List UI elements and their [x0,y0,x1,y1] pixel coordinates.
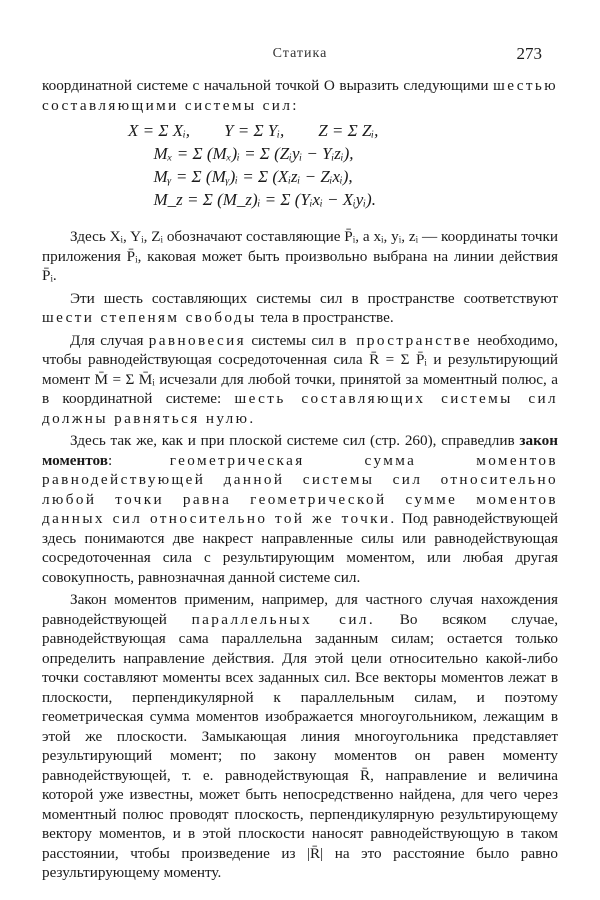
paragraph-degrees-of-freedom [42,289,558,328]
page-body [42,76,558,883]
page-header [0,44,600,68]
p3-text-c: необходимо, чтобы равнодействующая сосредоточенная сила R̄ = Σ P̄ᵢ и результирующий момент M̄ = Σ M̄ᵢ исчезали для любой точки, принятой за моментный полюс, а в координатной системе: [42,331,558,407]
intro-line-2: шестью составляющими системы сил: [42,77,558,114]
running-title: Статика [272,46,328,61]
p4-spaced: геометрическая сумма моментов равнодействующей данной системы сил относительно любой точки равна геометрической сумме моментов данных сил относительно той же точки. [42,451,558,527]
p2-spaced: шести степеням свободы [42,309,257,326]
p4-text-a: Здесь так же, как и при плоской системе сил (стр. 260), справедлив [70,432,520,449]
paragraph-equilibrium [42,331,558,429]
p2-text-a: Эти шесть составляющих системы сил в пространстве соответствуют [70,289,558,307]
page-number: 273 [516,44,542,63]
p4-text-b: : [107,451,170,469]
p3-text-a: Для случая [70,331,149,349]
formula-line: M_z = Σ (M_z)ᵢ = Σ (Yᵢxᵢ − Xᵢyᵢ). [128,190,376,209]
p2-text-b: тела в пространстве. [256,309,394,326]
formula-line: Mₓ = Σ (Mₓ)ᵢ = Σ (Zᵢyᵢ − Yᵢzᵢ), [128,144,354,163]
formula-line: X = Σ Xᵢ, Y = Σ Yᵢ, Z = Σ Zᵢ, [128,121,379,140]
p5-spaced: параллельных сил. [191,610,376,628]
p3-spaced-3: шесть составляющих системы сил должны равняться нулю. [42,390,559,427]
law-of-moments-term: закон моментов [42,432,558,469]
p5-text-a: Закон моментов применим, например, для частного случая нахождения равнодействующей [42,591,558,628]
formula-block [42,119,558,211]
paragraph-parallel-forces [42,590,558,883]
p3-spaced-2: в пространстве [339,331,473,349]
p4-text-c: Под равнодействующей здесь понимаются две накрест направленные силы или равнодействующая сосредоточенная сила с результирующим моментом, или любая другая совокупность, равнозначная данной системе сил. [42,510,558,586]
intro-text [42,76,558,115]
p3-text-b: системы сил [246,331,340,349]
paragraph-law-of-moments [42,431,558,587]
formula-line: Mᵧ = Σ (Mᵧ)ᵢ = Σ (Xᵢzᵢ − Zᵢxᵢ), [128,167,353,186]
paragraph-coordinates: Здесь Xᵢ, Yᵢ, Zᵢ обозначают составляющие P̄ᵢ, а xᵢ, yᵢ, zᵢ — координаты точки приложения P̄ᵢ, каковая может быть произвольно выбрана на линии действия P̄ᵢ. [42,228,558,284]
intro-line-1: координатной системе с начальной точкой O выразить следующими [42,77,489,94]
p3-spaced-1: равновесия [148,331,247,349]
p5-text-b: Во всяком случае, равнодействующая сама параллельна заданным силам; остается только определить направление действия. Для этой цели относительно какой-либо точки составляют моменты всех заданных сил. Все векторы моментов лежат в плоскости, перпендикулярной к параллельным силам, и поэтому геометрическая сумма моментов изображается многоугольником, лежащим в этой же плоскости. Замыкающая линия многоугольника представляет результирующий момент; по закону моментов он равен моменту равнодействующей, т. е. равнодействующая R̄, направление и величина которой уже известны, может быть непосредственно найдена, для чего через моментный полюс проводят плоскость, перпендикулярную результирующему вектору моментов, и в этой плоскости наносят равнодействующую в таком расстоянии, чтобы произведение из |R̄| на это расстояние было равно результирующему моменту. [42,610,558,881]
